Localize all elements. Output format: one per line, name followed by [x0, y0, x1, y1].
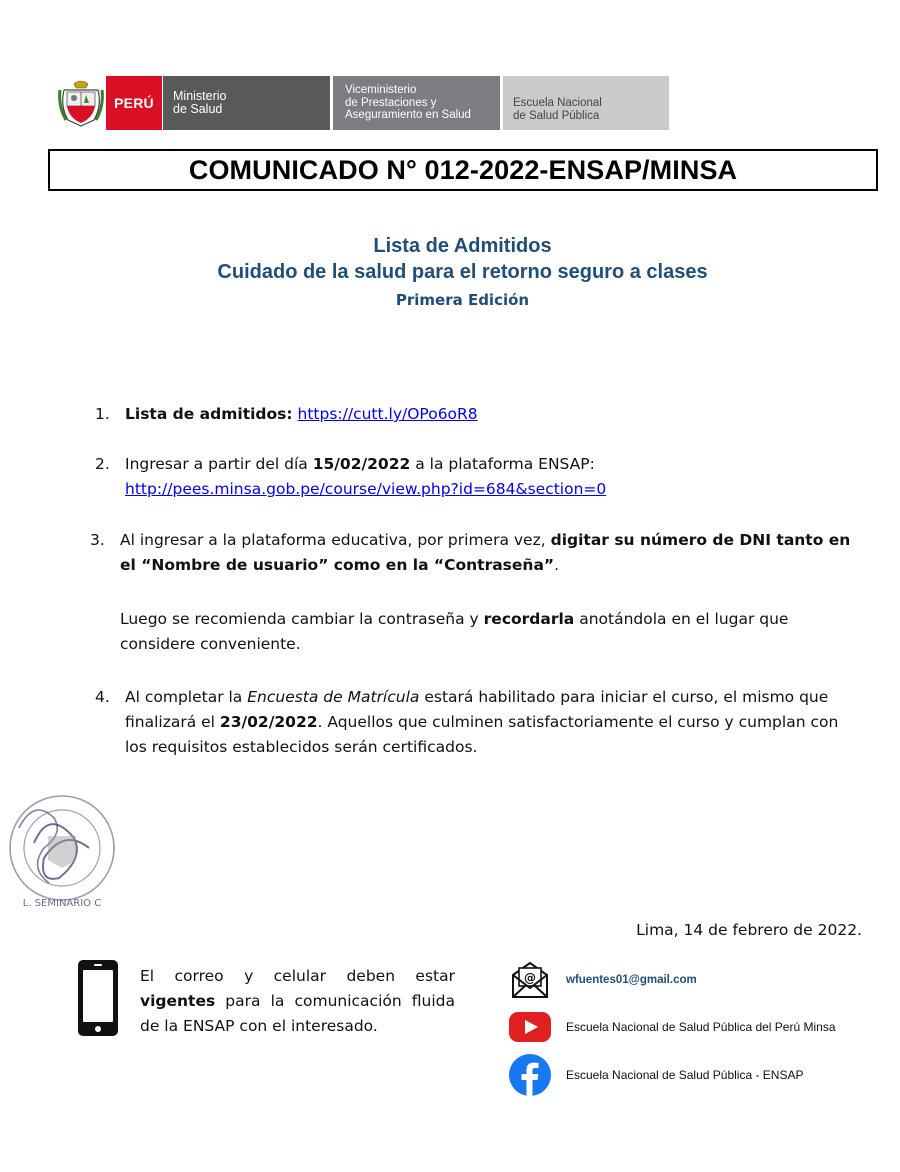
email-address[interactable]: wfuentes01@gmail.com	[566, 974, 697, 986]
item-number: 4.	[95, 688, 110, 706]
peru-logo	[106, 76, 162, 130]
admitidos-label: Lista de admitidos:	[125, 405, 293, 423]
item-text: Al completar la	[125, 688, 248, 706]
footer-line: El correo y celular deben estar	[140, 967, 455, 985]
vice-line: Viceministerio	[345, 84, 417, 97]
vice-line: Aseguramiento en Salud	[345, 109, 471, 122]
escuela-line: Escuela Nacional	[513, 97, 602, 109]
footer-note	[140, 964, 455, 1039]
header-logos	[58, 76, 669, 130]
platform-link[interactable]: http://pees.minsa.gob.pe/course/view.php?id=684&section=0	[125, 480, 607, 498]
viceministerio-logo	[333, 76, 500, 130]
item-number: 1.	[95, 405, 110, 423]
item-bold-text: digitar su número de DNI tanto en	[550, 531, 851, 549]
item-text: finalizará el	[125, 713, 220, 731]
contact-email	[508, 958, 697, 1002]
contact-facebook	[508, 1053, 803, 1097]
item-text: estará habilitado para iniciar el curso, el mismo que	[419, 688, 829, 706]
item-text: Ingresar a partir del día	[125, 455, 313, 473]
svg-text:@: @	[524, 971, 536, 985]
item-bold-text: el “Nombre de usuario” como en la “Contraseña”	[120, 556, 555, 574]
youtube-icon[interactable]	[508, 1005, 552, 1049]
survey-name: Encuesta de Matrícula	[247, 688, 420, 706]
youtube-channel-name[interactable]: Escuela Nacional de Salud Pública del Perú Minsa	[566, 1020, 836, 1034]
start-date: 15/02/2022	[312, 455, 411, 473]
official-seal-stamp	[4, 788, 116, 914]
ministerio-line: de Salud	[173, 102, 223, 116]
subtitle-course: Cuidado de la salud para el retorno seguro a clases	[217, 261, 708, 283]
item-text: anotándola en el lugar que	[574, 610, 789, 628]
facebook-page-name[interactable]: Escuela Nacional de Salud Pública - ENSAP	[566, 1068, 804, 1082]
footer-line: de la ENSAP con el interesado.	[140, 1017, 378, 1035]
item-text: Luego se recomienda cambiar la contraseña y	[120, 610, 484, 628]
phone-icon	[76, 958, 120, 1038]
vice-line: de Prestaciones y	[345, 96, 437, 109]
subtitle-list: Lista de Admitidos	[373, 235, 552, 257]
coat-of-arms-icon	[58, 76, 104, 130]
svg-text:L. SEMINARIO C: L. SEMINARIO C	[22, 898, 102, 909]
item-number: 3.	[90, 531, 105, 549]
contact-youtube	[508, 1005, 836, 1049]
email-icon	[508, 958, 552, 1002]
admitidos-link[interactable]: https://cutt.ly/OPo6oR8	[297, 405, 478, 423]
footer-line: para la comunicación fluida	[215, 992, 455, 1010]
escuela-logo	[503, 76, 669, 130]
item-text: .	[554, 556, 560, 574]
document-title: COMUNICADO N° 012-2022-ENSAP/MINSA	[188, 154, 738, 185]
end-date: 23/02/2022	[219, 713, 318, 731]
ministerio-logo	[162, 76, 330, 130]
ministerio-line: Ministerio	[173, 89, 227, 103]
item-text: . Aquellos que culminen satisfactoriamente el curso y cumplan con	[317, 713, 839, 731]
item-text: Al ingresar a la plataforma educativa, por primera vez,	[120, 531, 551, 549]
item-text: los requisitos establecidos serán certificados.	[125, 738, 478, 756]
item-bold-text: recordarla	[483, 610, 575, 628]
item-text: considere conveniente.	[120, 635, 301, 653]
facebook-icon[interactable]	[508, 1053, 552, 1097]
subtitle-edition: Primera Edición	[395, 291, 530, 309]
document-date: Lima, 14 de febrero de 2022.	[636, 921, 862, 939]
escuela-line: de Salud Pública	[513, 110, 600, 122]
item-number: 2.	[95, 455, 110, 473]
document-title-box	[48, 149, 878, 191]
peru-label: PERÚ	[114, 95, 154, 111]
item-text: a la plataforma ENSAP:	[410, 455, 595, 473]
footer-bold: vigentes	[140, 992, 216, 1010]
